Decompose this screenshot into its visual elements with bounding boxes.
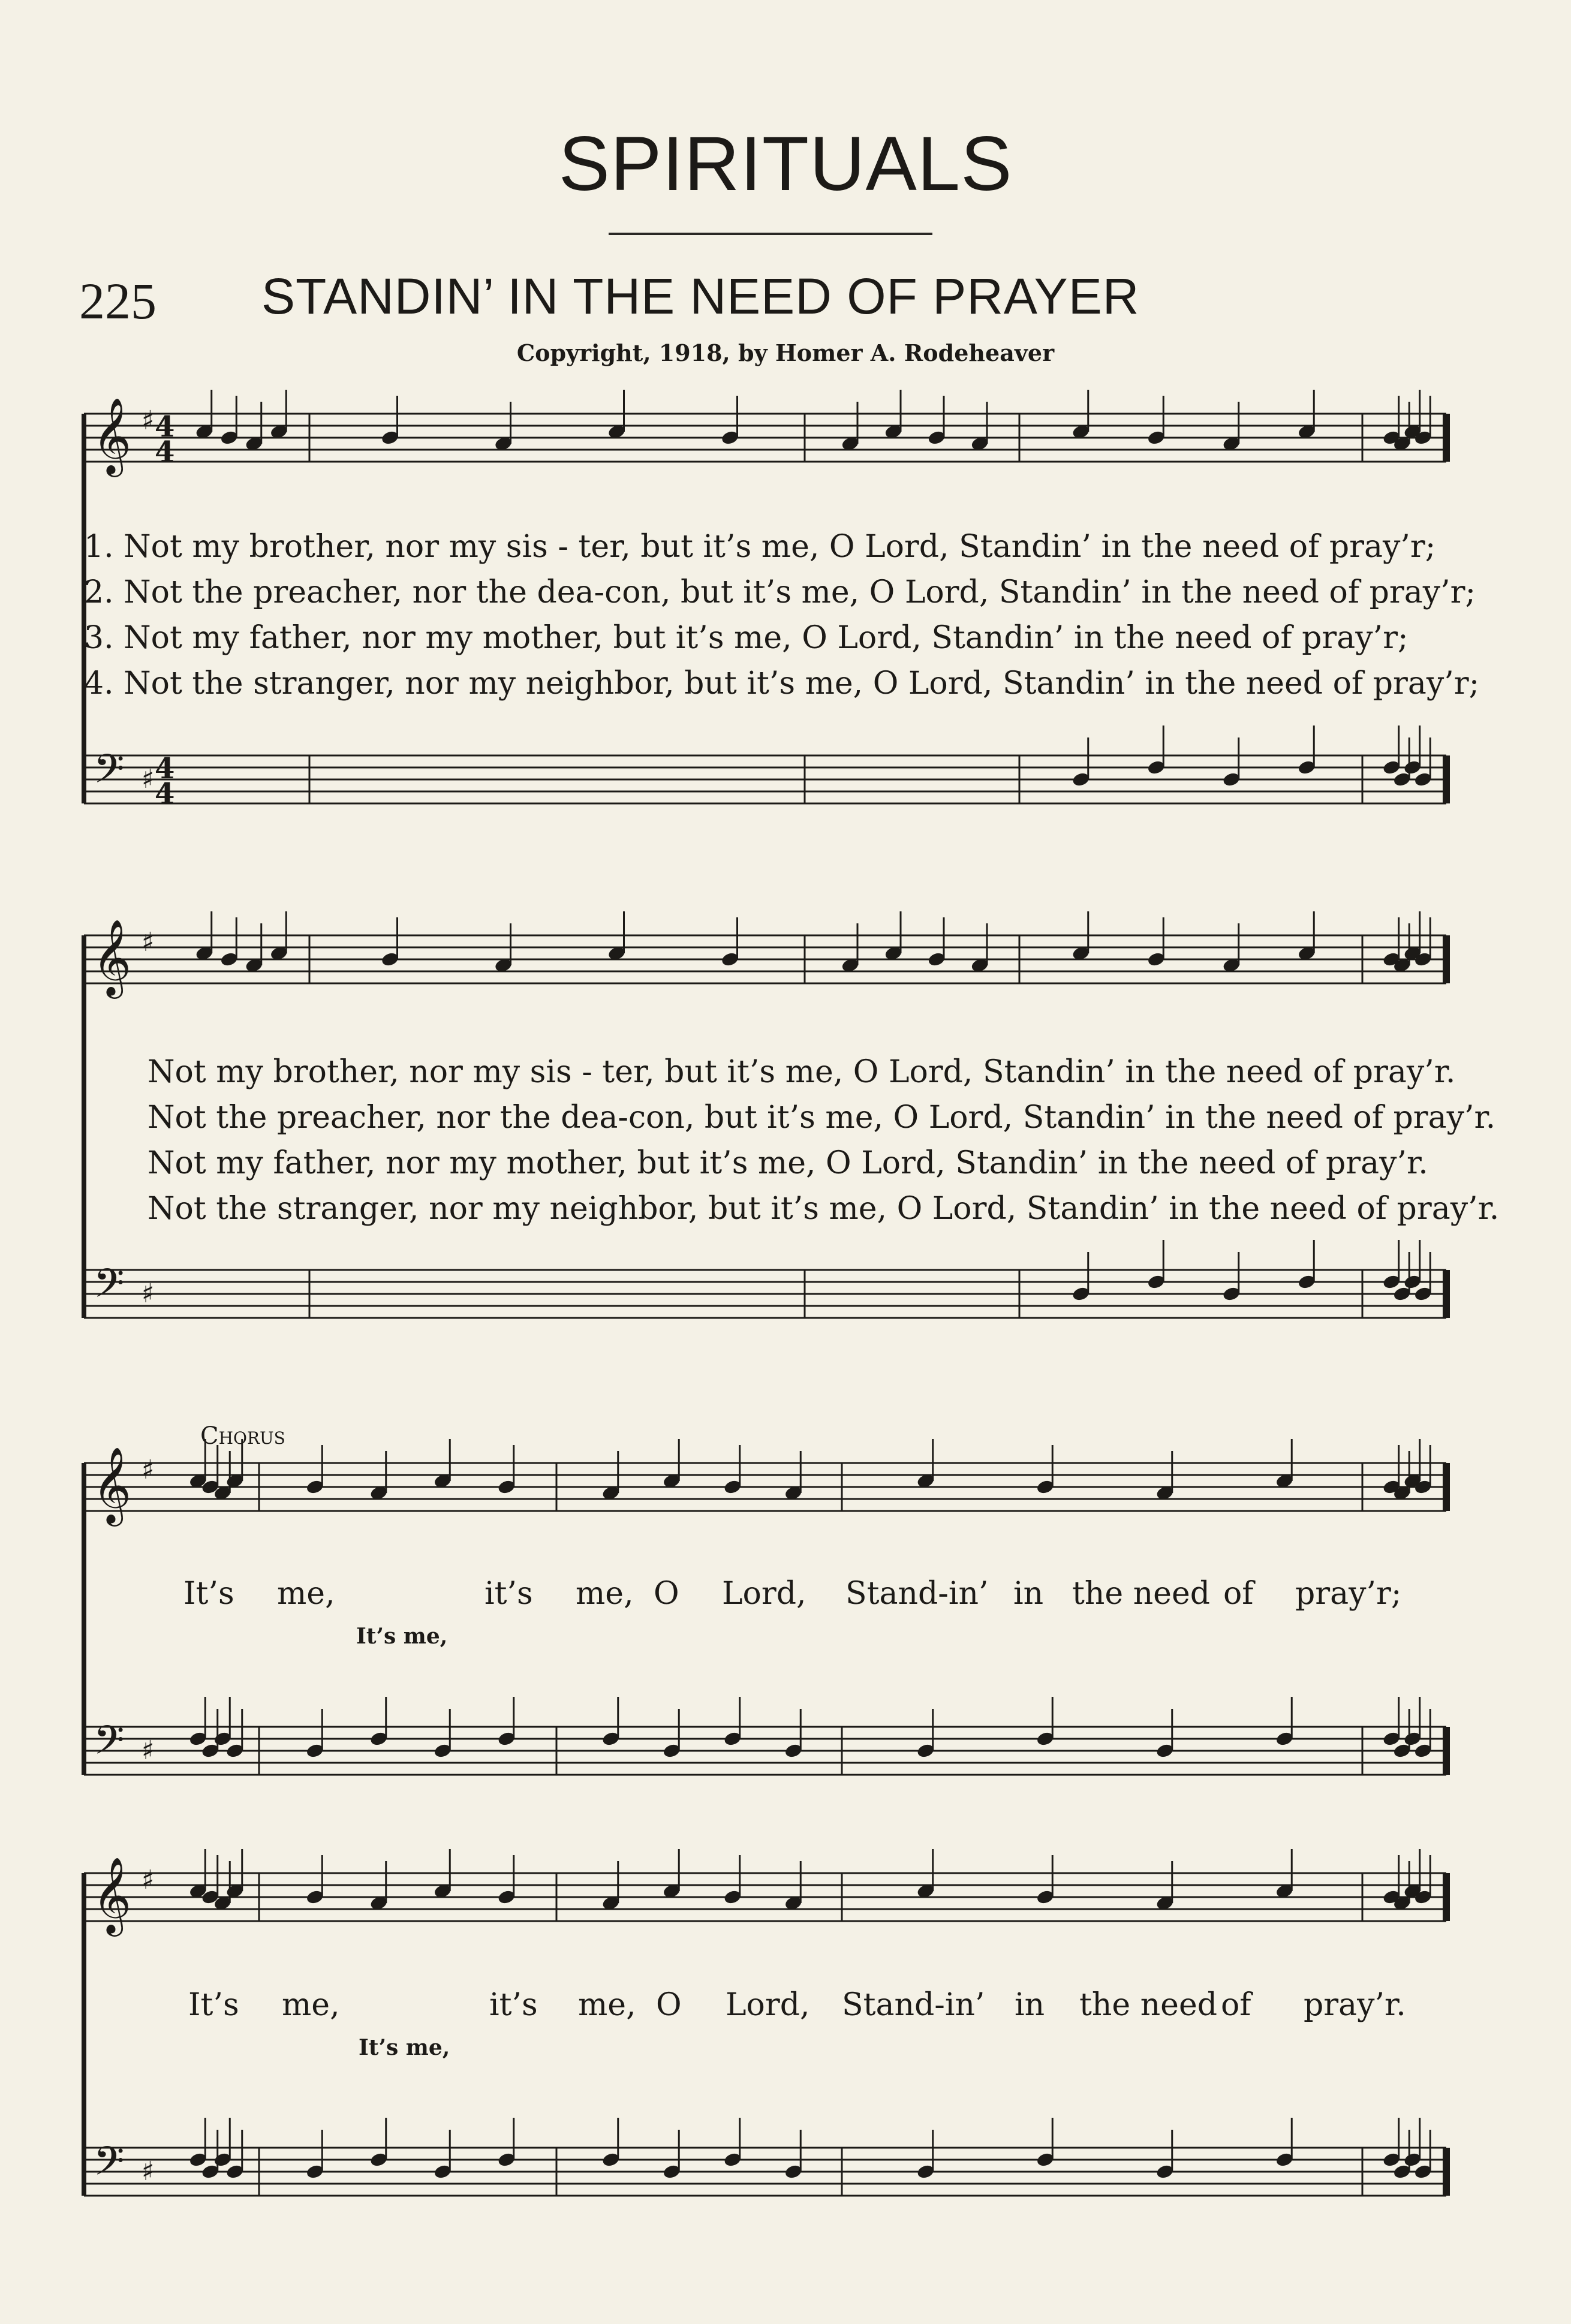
- verse-3-line-b: Not my father, nor my mother, but it’s me, O Lord, Standin’ in the need of pray’r.: [148, 1145, 1428, 1181]
- svg-text:♯: ♯: [142, 1735, 155, 1766]
- chorus-word: it’s: [484, 1576, 533, 1612]
- chorus-word: O: [656, 1987, 682, 2023]
- svg-text:4: 4: [155, 777, 175, 811]
- svg-text:♯: ♯: [142, 1278, 155, 1309]
- chorus-word: of: [1223, 1576, 1254, 1612]
- svg-text:4: 4: [155, 435, 175, 469]
- chorus-word: Lord,: [722, 1576, 806, 1612]
- svg-text:♯: ♯: [142, 2156, 155, 2187]
- copyright-line: Copyright, 1918, by Homer A. Rodeheaver: [516, 339, 1055, 366]
- chorus-word: the need: [1072, 1576, 1211, 1612]
- verse-1-line-a: 1. Not my brother, nor my sis - ter, but it’s me, O Lord, Standin’ in the need of pray’r;: [84, 529, 1436, 565]
- svg-text:𝄢: 𝄢: [94, 746, 125, 802]
- svg-text:𝄢: 𝄢: [94, 1717, 125, 1773]
- chorus-word: in: [1015, 1987, 1045, 2023]
- hymn-title: STANDIN’ IN THE NEED OF PRAYER: [261, 268, 1140, 324]
- svg-text:𝄢: 𝄢: [94, 2138, 125, 2194]
- verse-2-line-b: Not the preacher, nor the dea-con, but it’s me, O Lord, Standin’ in the need of pray’r.: [148, 1100, 1496, 1136]
- chorus-word: pray’r.: [1304, 1987, 1406, 2023]
- svg-text:𝄞: 𝄞: [92, 919, 132, 995]
- chorus-word: it’s: [489, 1987, 538, 2023]
- chorus-word: me,: [282, 1987, 340, 2023]
- chorus-word: O: [654, 1576, 679, 1612]
- svg-text:♯: ♯: [142, 764, 155, 794]
- verse-3-line-a: 3. Not my father, nor my mother, but it’s me, O Lord, Standin’ in the need of pray’r;: [84, 620, 1409, 656]
- chorus-word: Stand-in’: [842, 1987, 985, 2023]
- svg-text:♯: ♯: [142, 927, 155, 958]
- chorus-word: pray’r;: [1295, 1576, 1402, 1612]
- chorus-word: the need: [1079, 1987, 1218, 2023]
- chorus-word: me,: [578, 1987, 636, 2023]
- chorus-label: Chorus: [200, 1422, 285, 1450]
- verse-1-line-b: Not my brother, nor my sis - ter, but it’s me, O Lord, Standin’ in the need of pray’r.: [148, 1054, 1456, 1090]
- svg-text:♯: ♯: [142, 405, 155, 436]
- chorus-word: of: [1221, 1987, 1251, 2023]
- chorus-word: Stand-in’: [845, 1576, 989, 1612]
- svg-text:𝄞: 𝄞: [92, 1446, 132, 1523]
- chorus-word: me,: [576, 1576, 634, 1612]
- svg-text:𝄞: 𝄞: [92, 1856, 132, 1933]
- section-title: SPIRITUALS: [558, 121, 1013, 207]
- verse-4-line-a: 4. Not the stranger, nor my neighbor, but it’s me, O Lord, Standin’ in the need of pray’r;: [84, 666, 1480, 702]
- chorus-word: me,: [277, 1576, 335, 1612]
- svg-text:4: 4: [155, 752, 175, 785]
- verse-4-line-b: Not the stranger, nor my neighbor, but it’s me, O Lord, Standin’ in the need of pray’r.: [148, 1191, 1500, 1227]
- hymn-number: 225: [79, 272, 157, 330]
- bass-echo-1: It’s me,: [356, 1624, 448, 1649]
- svg-text:♯: ♯: [142, 1865, 155, 1895]
- bass-echo-2: It’s me,: [359, 2035, 450, 2060]
- svg-text:𝄞: 𝄞: [92, 397, 132, 474]
- chorus-word: Lord,: [726, 1987, 810, 2023]
- svg-text:𝄢: 𝄢: [94, 1260, 125, 1316]
- chorus-word: It’s: [183, 1576, 234, 1612]
- chorus-word: in: [1013, 1576, 1044, 1612]
- chorus-word: It’s: [188, 1987, 239, 2023]
- svg-text:4: 4: [155, 410, 175, 444]
- svg-text:♯: ♯: [142, 1455, 155, 1485]
- verse-2-line-a: 2. Not the preacher, nor the dea-con, but it’s me, O Lord, Standin’ in the need of pray’r;: [84, 574, 1476, 610]
